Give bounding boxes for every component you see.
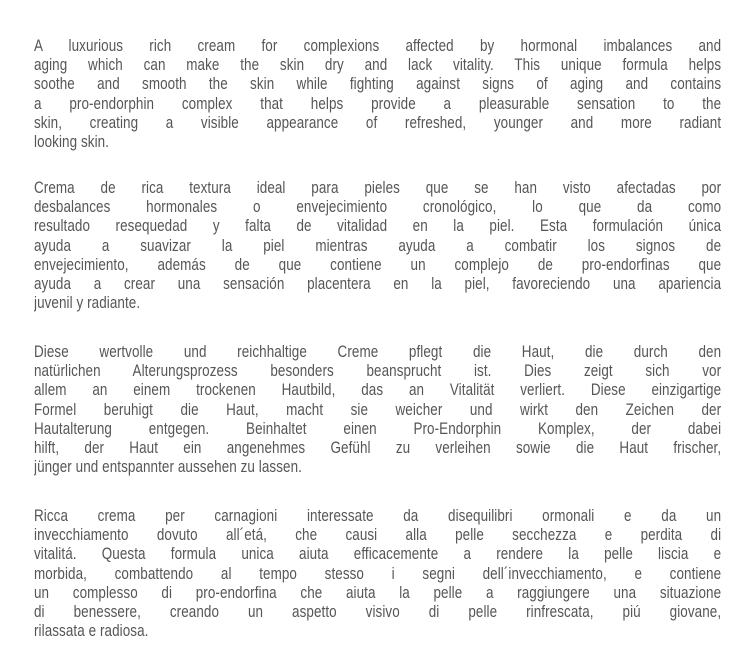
text-line: hilft, der Haut ein angenehmes Gefühl zu verleihen sowie die Haut frischer,	[34, 438, 721, 457]
paragraph-spanish	[34, 179, 721, 313]
text-line: Hautalterung entgegen. Beinhaltet einen Pro-Endorphin Komplex, der dabei	[34, 419, 721, 438]
text-line: invecchiamento dovuto all´etá, che causi alla pelle secchezza e perdita di	[34, 526, 721, 545]
paragraph-italian	[34, 507, 721, 641]
text-line: di benessere, creando un aspetto visivo di pelle rinfrescata, piú giovane,	[34, 602, 721, 621]
text-line: Diese wertvolle und reichhaltige Creme pflegt die Haut, die durch den	[34, 343, 721, 361]
text-line: a pro-endorphin complex that helps provide a pleasurable sensation to the	[34, 94, 721, 113]
text-line: jünger und entspannter aussehen zu lassen.	[34, 458, 302, 477]
text-line: juvenil y radiante.	[34, 294, 141, 313]
text-line: Formel beruhigt die Haut, macht sie weicher und wirkt den Zeichen der	[34, 400, 721, 419]
text-line: Ricca crema per carnagioni interessate da disequilibri ormonali e da un	[34, 507, 721, 525]
text-line: morbida, combattendo al tempo stesso i segni dell´invecchiamento, e contiene	[34, 564, 721, 583]
text-line: rilassata e radiosa.	[34, 622, 149, 641]
text-line: soothe and smooth the skin while fighting against signs of aging and contains	[34, 75, 721, 94]
paragraph-english	[34, 37, 721, 152]
paragraph-german	[34, 343, 721, 477]
text-line: aging which can make the skin dry and lack vitality. This unique formula helps	[34, 56, 721, 75]
text-line: allem an einem trockenen Hautbild, das an Vitalität verliert. Diese einzigartige	[34, 381, 721, 400]
text-line: A luxurious rich cream for complexions affected by hormonal imbalances and	[34, 37, 721, 55]
text-line: natürlichen Alterungsprozess besonders beansprucht ist. Dies zeigt sich vor	[34, 362, 721, 381]
text-line: desbalances hormonales o envejecimiento cronológico, lo que da como	[34, 198, 721, 217]
text-line: envejecimiento, además de que contiene un complejo de pro-endorfinas que	[34, 255, 721, 274]
text-line: resultado resequedad y falta de vitalidad en la piel. Esta formulación única	[34, 217, 721, 236]
text-line: un complesso di pro-endorfina che aiuta la pelle a raggiungere una situazione	[34, 583, 721, 602]
text-line: ayuda a crear una sensación placentera en la piel, favoreciendo una apariencia	[34, 274, 721, 293]
text-line: ayuda a suavizar la piel mientras ayuda a combatir los signos de	[34, 236, 721, 255]
text-line: looking skin.	[34, 132, 110, 151]
text-line: skin, creating a visible appearance of refreshed, younger and more radiant	[34, 113, 721, 132]
text-line: vitalitá. Questa formula unica aiuta efficacemente a rendere la pelle liscia e	[34, 545, 721, 564]
text-line: Crema de rica textura ideal para pieles que se han visto afectadas por	[34, 179, 721, 197]
